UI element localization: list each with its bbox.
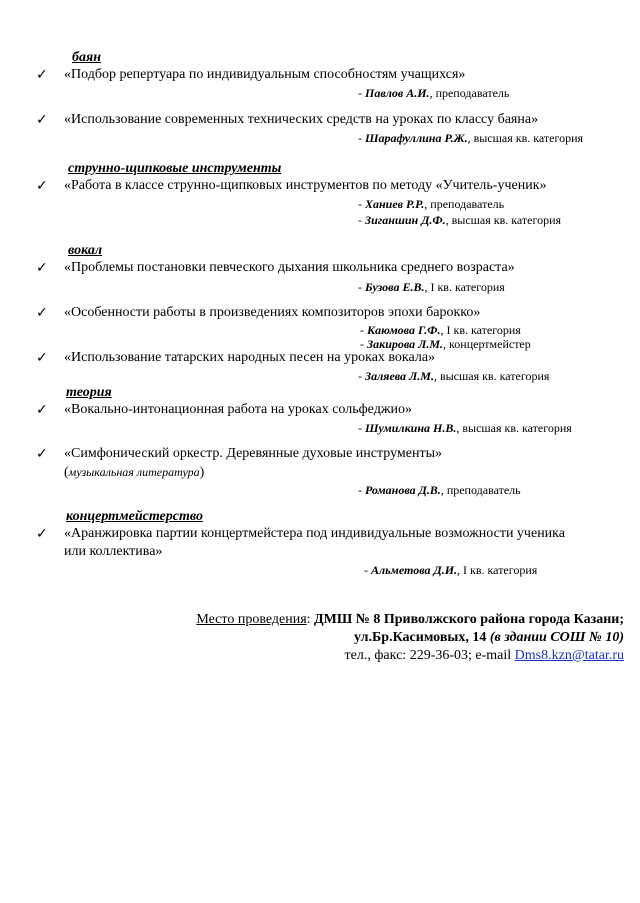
speaker-name: Бузова Е.В.	[365, 280, 425, 294]
speaker-role: , высшая кв. категория	[433, 369, 550, 383]
speaker-role: , I кв. категория	[440, 323, 521, 337]
talk-title: «Использование современных технических средств на уроках по классу баяна»	[64, 112, 539, 127]
venue-school: ДМШ № 8 Приволжского района города Казани;	[314, 612, 624, 627]
section-heading-strings: струнно-щипковые инструменты	[68, 161, 282, 176]
dash: -	[358, 369, 365, 383]
section-heading-bayan: баян	[72, 50, 101, 65]
section-heading-vocal: вокал	[68, 243, 103, 258]
talk-title: «Использование татарских народных песен на уроках вокала»	[64, 350, 436, 365]
checkmark-icon: ✓	[36, 446, 48, 462]
speaker-role: , концертмейстер	[443, 337, 531, 351]
paren-open: (	[64, 465, 69, 480]
speaker-line	[358, 197, 504, 212]
section-heading-accompaniment: концертмейстерство	[66, 509, 203, 524]
checkmark-icon: ✓	[36, 526, 48, 542]
speaker-line	[358, 280, 505, 295]
checkmark-icon: ✓	[36, 260, 48, 276]
venue-address-note: (в здании СОШ № 10)	[489, 630, 624, 645]
contacts-line	[345, 648, 624, 664]
speaker-name: Заляева Л.М.	[365, 369, 434, 383]
speaker-role: , преподаватель	[429, 86, 510, 100]
dash: -	[360, 323, 367, 337]
checkmark-icon: ✓	[36, 305, 48, 321]
checkmark-icon: ✓	[36, 402, 48, 418]
speaker-role: , I кв. категория	[457, 563, 538, 577]
speaker-line	[358, 86, 509, 101]
speaker-name: Зиганшин Д.Ф.	[365, 213, 446, 227]
speaker-line	[360, 323, 521, 338]
talk-title: «Работа в классе струнно-щипковых инструментов по методу «Учитель-ученик»	[64, 178, 547, 193]
speaker-line	[358, 131, 583, 146]
talk-note	[64, 465, 204, 481]
checkmark-icon: ✓	[36, 67, 48, 83]
talk-title: «Симфонический оркестр. Деревянные духовые инструменты»	[64, 446, 443, 461]
talk-title: «Особенности работы в произведениях композиторов эпохи барокко»	[64, 305, 481, 320]
speaker-line	[364, 563, 537, 578]
dash: -	[358, 280, 365, 294]
talk-title: «Проблемы постановки певческого дыхания школьника среднего возраста»	[64, 260, 515, 275]
speaker-name: Ханиев Р.Р.	[365, 197, 425, 211]
speaker-name: Шумилкина Н.В.	[365, 421, 457, 435]
checkmark-icon: ✓	[36, 350, 48, 366]
talk-title-line1: «Аранжировка партии концертмейстера под индивидуальные возможности ученика	[64, 526, 565, 541]
dash: -	[358, 197, 365, 211]
speaker-line	[358, 421, 572, 436]
dash: -	[358, 131, 365, 145]
speaker-name: Альметова Д.И.	[371, 563, 458, 577]
speaker-line	[358, 213, 561, 228]
speaker-role: , высшая кв. категория	[467, 131, 584, 145]
speaker-name: Павлов А.И.	[365, 86, 430, 100]
address-line	[354, 630, 624, 646]
dash: -	[364, 563, 371, 577]
dash: -	[358, 213, 365, 227]
section-heading-theory: теория	[66, 385, 112, 400]
speaker-role: , преподаватель	[440, 483, 521, 497]
speaker-name: Шарафуллина Р.Ж.	[365, 131, 468, 145]
checkmark-icon: ✓	[36, 178, 48, 194]
talk-title: «Подбор репертуара по индивидуальным способностям учащихся»	[64, 67, 466, 82]
dash: -	[358, 421, 365, 435]
speaker-role: , высшая кв. категория	[445, 213, 562, 227]
talk-title-line2: или коллектива»	[64, 544, 163, 559]
paren-close: )	[199, 465, 205, 480]
talk-title: «Вокально-интонационная работа на уроках сольфеджио»	[64, 402, 412, 417]
speaker-name: Романова Д.В.	[365, 483, 441, 497]
venue-colon: :	[306, 612, 315, 627]
speaker-line	[358, 369, 549, 384]
dash: -	[360, 337, 367, 351]
venue-line	[196, 612, 624, 628]
speaker-line	[358, 483, 521, 498]
dash: -	[358, 86, 365, 100]
speaker-role: , высшая кв. категория	[456, 421, 572, 435]
dash: -	[358, 483, 365, 497]
speaker-role: , преподаватель	[424, 197, 505, 211]
contacts-text: тел., факс: 229-36-03; e-mail	[344, 648, 515, 663]
venue-address: ул.Бр.Касимовых, 14	[354, 630, 490, 645]
talk-note-text: музыкальная литература	[68, 465, 200, 479]
checkmark-icon: ✓	[36, 112, 48, 128]
email-link[interactable]: Dms8.kzn@tatar.ru	[514, 648, 624, 663]
venue-label: Место проведения	[196, 612, 307, 627]
speaker-role: , I кв. категория	[424, 280, 505, 294]
speaker-name: Закирова Л.М.	[367, 337, 444, 351]
speaker-name: Каюмова Г.Ф.	[367, 323, 441, 337]
